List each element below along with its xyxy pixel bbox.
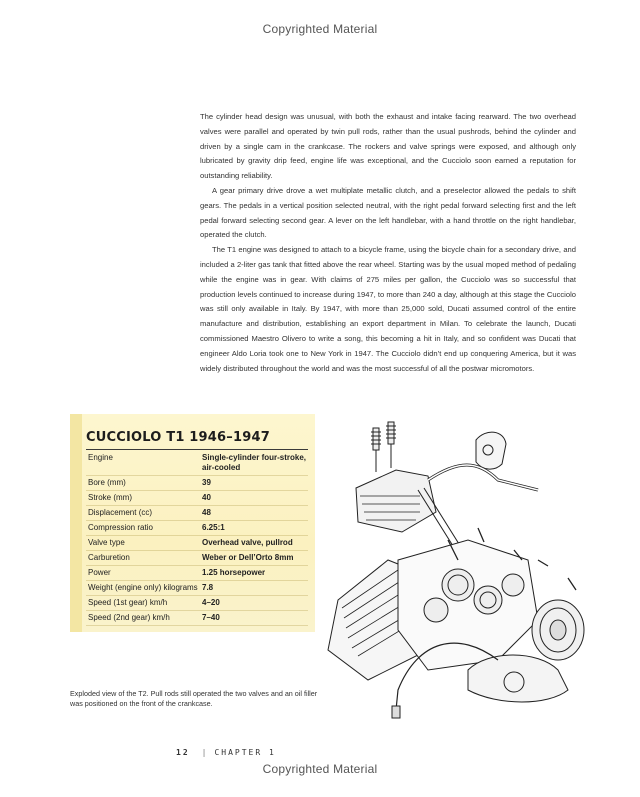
spec-row — [86, 536, 308, 551]
page-footer — [176, 748, 276, 757]
spec-label: Compression ratio — [86, 521, 200, 536]
spec-row — [86, 451, 308, 476]
spec-row — [86, 521, 308, 536]
spec-table — [86, 451, 308, 626]
spec-row — [86, 596, 308, 611]
paragraph: A gear primary drive drove a wet multiplate metallic clutch, and a preselector allowed the pedals to shift gears. The pedals in a vertical position selected neutral, with the right pedal forward selecting first and the left pedal forward selecting second gear. A lever on the left handlebar, with a hand throttle on the right handlebar, operated the clutch. — [200, 185, 576, 240]
spec-value: 48 — [200, 506, 308, 521]
spec-value: 1.25 horsepower — [200, 566, 308, 581]
spec-sidebar — [70, 414, 315, 632]
spec-row — [86, 506, 308, 521]
spec-title: CUCCIOLO T1 1946–1947 — [86, 430, 270, 445]
spec-label: Speed (2nd gear) km/h — [86, 611, 200, 626]
spec-value: 39 — [200, 476, 308, 491]
spec-value: 6.25:1 — [200, 521, 308, 536]
spec-value: Single-cylinder four-stroke, air-cooled — [200, 451, 308, 476]
spec-label: Bore (mm) — [86, 476, 200, 491]
spec-label: Speed (1st gear) km/h — [86, 596, 200, 611]
figure-caption: Exploded view of the T2. Pull rods still operated the two valves and an oil filler was positioned on the front of the crankcase. — [70, 689, 318, 708]
page-number: 12 — [176, 748, 190, 757]
spec-row — [86, 566, 308, 581]
spec-row — [86, 476, 308, 491]
spec-label: Carburetion — [86, 551, 200, 566]
spec-row — [86, 581, 308, 596]
spec-value: 7.8 — [200, 581, 308, 596]
paragraph: The cylinder head design was unusual, with both the exhaust and intake facing rearward. The two overhead valves were parallel and operated by twin pull rods, rather than the usual pushrods, behind the cylinder and driven by a single cam in the crankcase. The rockers and valve springs were exposed, and although only lubricated by gravity drip feed, engine life was exceptional, and the Cucciolo soon earned a reputation for outstanding reliability. — [200, 112, 576, 181]
valve-spring — [371, 428, 381, 472]
spec-value: 7–40 — [200, 611, 308, 626]
spec-value: 40 — [200, 491, 308, 506]
body-text — [200, 110, 576, 376]
valve-spring — [386, 422, 396, 468]
spec-row — [86, 491, 308, 506]
spec-label: Weight (engine only) kilograms — [86, 581, 200, 596]
spec-row — [86, 611, 308, 626]
copyright-watermark-top: Copyrighted Material — [262, 22, 378, 36]
spec-value: 4–20 — [200, 596, 308, 611]
spec-label: Valve type — [86, 536, 200, 551]
spec-label: Power — [86, 566, 200, 581]
spec-value: Weber or Dell’Orto 8mm — [200, 551, 308, 566]
spec-label: Displacement (cc) — [86, 506, 200, 521]
folio-separator: | — [201, 748, 209, 757]
paragraph: The T1 engine was designed to attach to a bicycle frame, using the bicycle chain for a secondary drive, and included a 2-liter gas tank that fitted above the rear wheel. Starting was by the usual moped method of pedaling while the engine was in gear. With claims of 275 miles per gallon, the Cucciolo was so successful that production levels continued to increase during 1947, to more than 240 a day, although at this stage the Cucciolo was still only available in Italy. By 1947, with more than 25,000 sold, Ducati assumed control of the entire manufacture and distribution, establishing an export department in Milan. To celebrate the launch, Ducati commissioned Maestro Olivero to write a song, this becoming a hit in Italy, and so confident was Ducati that engineer Aldo Loria took one to New York in 1947. The Cucciolo didn’t end up conquering America, but it was widely distributed throughout the world and was the most successful of all the postwar micromotors. — [200, 245, 576, 373]
spec-value: Overhead valve, pullrod — [200, 536, 308, 551]
spec-divider — [86, 449, 308, 450]
clutch-assembly — [532, 600, 584, 660]
spec-label: Stroke (mm) — [86, 491, 200, 506]
exploded-engine-illustration — [318, 410, 598, 722]
copyright-watermark-bottom: Copyrighted Material — [262, 762, 378, 776]
spec-label: Engine — [86, 451, 200, 476]
chapter-label: CHAPTER 1 — [214, 748, 276, 757]
spec-row — [86, 551, 308, 566]
